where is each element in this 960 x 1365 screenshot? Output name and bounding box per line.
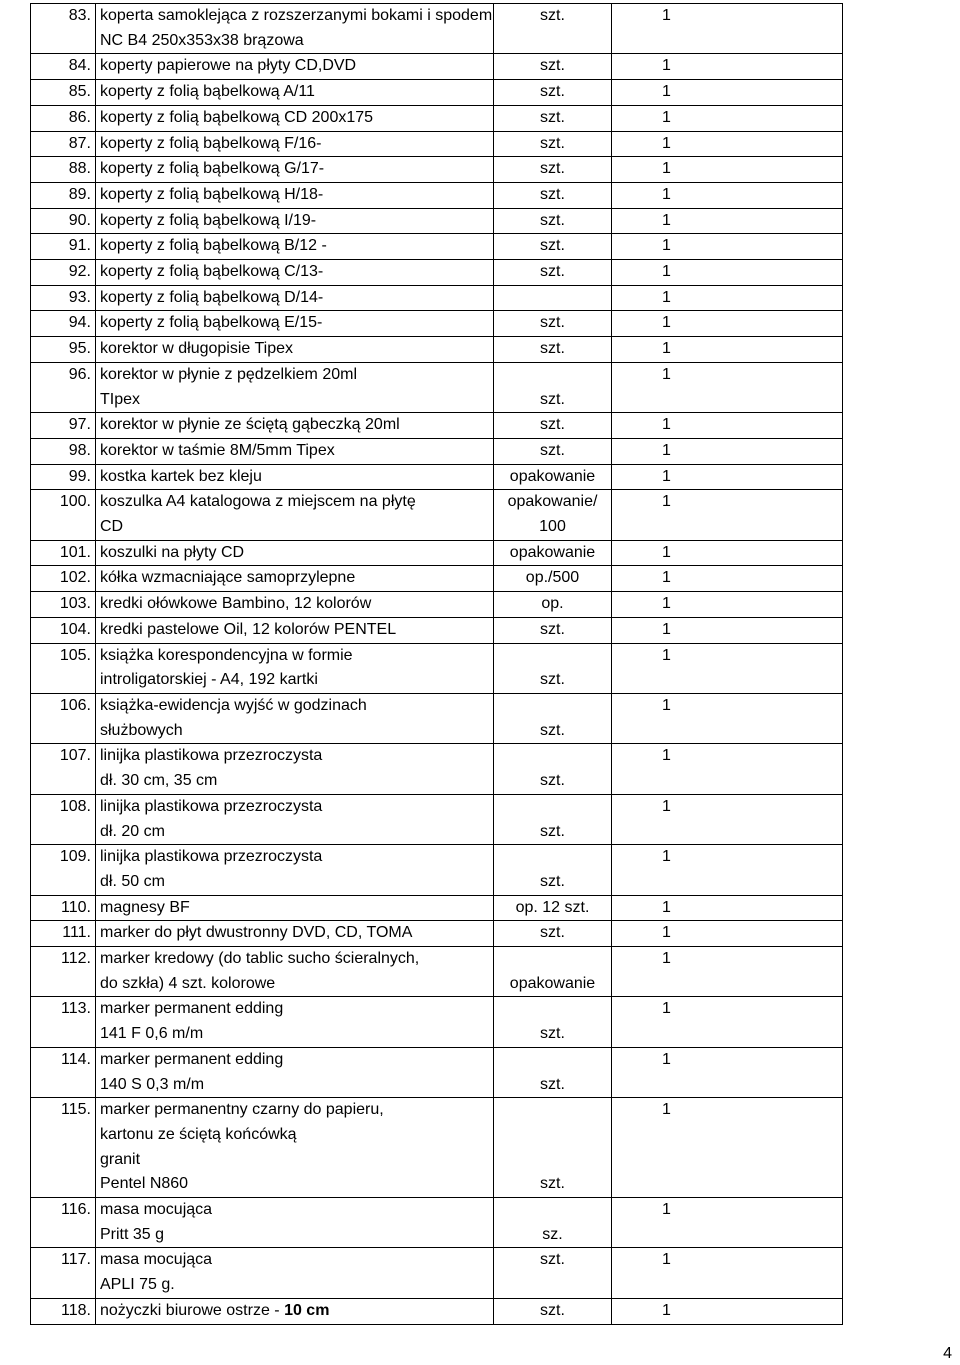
item-number: 95. <box>31 337 96 363</box>
table-row <box>31 311 843 337</box>
table-row <box>31 540 843 566</box>
table-row <box>31 131 843 157</box>
table-row <box>31 285 843 311</box>
item-name: linijka plastikowa przezroczysta dł. 50 cm <box>96 845 494 895</box>
item-unit: szt. <box>494 413 612 439</box>
item-name: koperty z folią bąbelkową G/17- <box>96 157 494 183</box>
item-name: koperty z folią bąbelkową H/18- <box>96 182 494 208</box>
item-name-emphasis: 10 cm <box>284 1301 330 1319</box>
item-unit: szt. <box>494 643 612 693</box>
item-name: kostka kartek bez kleju <box>96 464 494 490</box>
item-quantity: 1 <box>612 337 843 363</box>
item-name: koperta samoklejąca z rozszerzanymi bokami i spodem NC B4 250x353x38 brązowa <box>96 4 494 54</box>
item-unit: szt. <box>494 131 612 157</box>
table-row <box>31 362 843 412</box>
item-quantity: 1 <box>612 921 843 947</box>
item-name: marker kredowy (do tablic sucho ścieralnych, do szkła) 4 szt. kolorowe <box>96 947 494 997</box>
item-unit: sz. <box>494 1198 612 1248</box>
item-quantity: 1 <box>612 1298 843 1324</box>
item-quantity: 1 <box>612 693 843 743</box>
item-number: 84. <box>31 54 96 80</box>
item-name: koperty z folią bąbelkową F/16- <box>96 131 494 157</box>
item-quantity: 1 <box>612 845 843 895</box>
item-quantity: 1 <box>612 413 843 439</box>
item-name: koperty papierowe na płyty CD,DVD <box>96 54 494 80</box>
item-number: 112. <box>31 947 96 997</box>
supplies-table-body <box>31 4 843 1325</box>
item-quantity: 1 <box>612 182 843 208</box>
item-unit: szt. <box>494 208 612 234</box>
item-number: 87. <box>31 131 96 157</box>
item-quantity: 1 <box>612 234 843 260</box>
item-unit: szt. <box>494 311 612 337</box>
item-name-text: nożyczki biurowe ostrze - <box>100 1301 285 1319</box>
item-quantity: 1 <box>612 80 843 106</box>
item-name: masa mocująca APLI 75 g. <box>96 1248 494 1298</box>
item-unit: szt. <box>494 744 612 794</box>
item-quantity: 1 <box>612 794 843 844</box>
item-number: 98. <box>31 438 96 464</box>
item-quantity: 1 <box>612 208 843 234</box>
item-unit: szt. <box>494 1047 612 1097</box>
item-unit: szt. <box>494 80 612 106</box>
item-number: 111. <box>31 921 96 947</box>
table-row <box>31 234 843 260</box>
item-quantity: 1 <box>612 105 843 131</box>
item-quantity: 1 <box>612 566 843 592</box>
table-row <box>31 105 843 131</box>
item-quantity: 1 <box>612 464 843 490</box>
item-name: kredki pastelowe Oil, 12 kolorów PENTEL <box>96 617 494 643</box>
item-unit: opakowanie <box>494 540 612 566</box>
item-quantity: 1 <box>612 895 843 921</box>
item-unit: szt. <box>494 794 612 844</box>
item-number: 89. <box>31 182 96 208</box>
item-number: 91. <box>31 234 96 260</box>
item-name: koperty z folią bąbelkową I/19- <box>96 208 494 234</box>
table-row <box>31 643 843 693</box>
table-row <box>31 895 843 921</box>
item-number: 83. <box>31 4 96 54</box>
item-unit: szt. <box>494 182 612 208</box>
item-quantity: 1 <box>612 997 843 1047</box>
table-row <box>31 744 843 794</box>
item-quantity: 1 <box>612 285 843 311</box>
item-number: 96. <box>31 362 96 412</box>
item-name: koperty z folią bąbelkową A/11 <box>96 80 494 106</box>
item-unit: szt. <box>494 845 612 895</box>
item-unit: op. <box>494 592 612 618</box>
page-number: 4 <box>943 1345 952 1362</box>
item-number: 102. <box>31 566 96 592</box>
table-row <box>31 413 843 439</box>
item-name: linijka plastikowa przezroczysta dł. 30 cm, 35 cm <box>96 744 494 794</box>
item-number: 101. <box>31 540 96 566</box>
item-quantity: 1 <box>612 947 843 997</box>
item-unit: szt. <box>494 438 612 464</box>
table-row <box>31 997 843 1047</box>
item-quantity: 1 <box>612 744 843 794</box>
item-number: 92. <box>31 260 96 286</box>
item-name: marker do płyt dwustronny DVD, CD, TOMA <box>96 921 494 947</box>
item-quantity: 1 <box>612 4 843 54</box>
item-quantity: 1 <box>612 1098 843 1198</box>
item-number: 113. <box>31 997 96 1047</box>
item-name: koperty z folią bąbelkową D/14- <box>96 285 494 311</box>
item-quantity: 1 <box>612 490 843 540</box>
table-row <box>31 1248 843 1298</box>
item-name: marker permanent edding 141 F 0,6 m/m <box>96 997 494 1047</box>
item-name: książka-ewidencja wyjść w godzinach służbowych <box>96 693 494 743</box>
item-number: 110. <box>31 895 96 921</box>
item-unit: szt. <box>494 997 612 1047</box>
item-unit: szt. <box>494 1298 612 1324</box>
item-name: książka korespondencyjna w formie introligatorskiej - A4, 192 kartki <box>96 643 494 693</box>
table-row <box>31 4 843 54</box>
item-name: koperty z folią bąbelkową C/13- <box>96 260 494 286</box>
table-row <box>31 617 843 643</box>
table-row <box>31 464 843 490</box>
table-row <box>31 693 843 743</box>
item-unit: szt. <box>494 362 612 412</box>
table-row <box>31 490 843 540</box>
item-quantity: 1 <box>612 1198 843 1248</box>
item-number: 100. <box>31 490 96 540</box>
item-unit: op. 12 szt. <box>494 895 612 921</box>
item-name: korektor w płynie ze ściętą gąbeczką 20ml <box>96 413 494 439</box>
item-number: 97. <box>31 413 96 439</box>
supplies-table <box>30 3 843 1325</box>
table-row <box>31 592 843 618</box>
item-name: marker permanentny czarny do papieru, kartonu ze ściętą końcówką granit Pentel N860 <box>96 1098 494 1198</box>
item-number: 106. <box>31 693 96 743</box>
table-row <box>31 337 843 363</box>
table-row <box>31 845 843 895</box>
item-number: 93. <box>31 285 96 311</box>
item-number: 109. <box>31 845 96 895</box>
item-name: magnesy BF <box>96 895 494 921</box>
item-number: 115. <box>31 1098 96 1198</box>
item-name: kredki ołówkowe Bambino, 12 kolorów <box>96 592 494 618</box>
item-quantity: 1 <box>612 592 843 618</box>
item-name <box>96 1298 494 1324</box>
item-unit: szt. <box>494 54 612 80</box>
item-unit: szt. <box>494 105 612 131</box>
item-quantity: 1 <box>612 54 843 80</box>
item-quantity: 1 <box>612 311 843 337</box>
item-name: koszulki na płyty CD <box>96 540 494 566</box>
item-unit: szt. <box>494 337 612 363</box>
item-number: 103. <box>31 592 96 618</box>
table-row <box>31 157 843 183</box>
item-unit: szt. <box>494 4 612 54</box>
item-number: 99. <box>31 464 96 490</box>
item-quantity: 1 <box>612 540 843 566</box>
item-quantity: 1 <box>612 157 843 183</box>
item-name: linijka plastikowa przezroczysta dł. 20 cm <box>96 794 494 844</box>
table-row <box>31 1098 843 1198</box>
item-number: 118. <box>31 1298 96 1324</box>
item-unit: szt. <box>494 617 612 643</box>
item-unit: op./500 <box>494 566 612 592</box>
item-name: koperty z folią bąbelkową CD 200x175 <box>96 105 494 131</box>
item-number: 114. <box>31 1047 96 1097</box>
item-unit <box>494 285 612 311</box>
item-unit: szt. <box>494 157 612 183</box>
item-name: korektor w długopisie Tipex <box>96 337 494 363</box>
item-unit: szt. <box>494 1248 612 1298</box>
table-row <box>31 947 843 997</box>
item-number: 104. <box>31 617 96 643</box>
table-row <box>31 1298 843 1324</box>
item-name: masa mocująca Pritt 35 g <box>96 1198 494 1248</box>
item-name: korektor w płynie z pędzelkiem 20ml TIpex <box>96 362 494 412</box>
table-row <box>31 80 843 106</box>
item-name: korektor w taśmie 8M/5mm Tipex <box>96 438 494 464</box>
item-number: 107. <box>31 744 96 794</box>
item-quantity: 1 <box>612 438 843 464</box>
table-row <box>31 566 843 592</box>
table-row <box>31 182 843 208</box>
table-row <box>31 54 843 80</box>
item-number: 116. <box>31 1198 96 1248</box>
table-row <box>31 794 843 844</box>
table-row <box>31 921 843 947</box>
item-quantity: 1 <box>612 617 843 643</box>
item-number: 117. <box>31 1248 96 1298</box>
item-unit: opakowanie <box>494 464 612 490</box>
item-quantity: 1 <box>612 643 843 693</box>
table-row <box>31 1198 843 1248</box>
item-unit: opakowanie/ 100 <box>494 490 612 540</box>
item-quantity: 1 <box>612 131 843 157</box>
item-name: koperty z folią bąbelkową B/12 - <box>96 234 494 260</box>
table-row <box>31 260 843 286</box>
item-name: kółka wzmacniające samoprzylepne <box>96 566 494 592</box>
item-quantity: 1 <box>612 1248 843 1298</box>
item-name: marker permanent edding 140 S 0,3 m/m <box>96 1047 494 1097</box>
table-row <box>31 438 843 464</box>
item-number: 85. <box>31 80 96 106</box>
item-quantity: 1 <box>612 362 843 412</box>
item-number: 108. <box>31 794 96 844</box>
item-unit: szt. <box>494 234 612 260</box>
table-row <box>31 1047 843 1097</box>
item-unit: szt. <box>494 693 612 743</box>
table-row <box>31 208 843 234</box>
item-number: 105. <box>31 643 96 693</box>
item-number: 90. <box>31 208 96 234</box>
item-number: 88. <box>31 157 96 183</box>
item-unit: szt. <box>494 1098 612 1198</box>
item-quantity: 1 <box>612 1047 843 1097</box>
item-quantity: 1 <box>612 260 843 286</box>
item-unit: szt. <box>494 921 612 947</box>
item-unit: opakowanie <box>494 947 612 997</box>
item-name: koperty z folią bąbelkową E/15- <box>96 311 494 337</box>
item-unit: szt. <box>494 260 612 286</box>
item-name: koszulka A4 katalogowa z miejscem na płytę CD <box>96 490 494 540</box>
item-number: 94. <box>31 311 96 337</box>
item-number: 86. <box>31 105 96 131</box>
